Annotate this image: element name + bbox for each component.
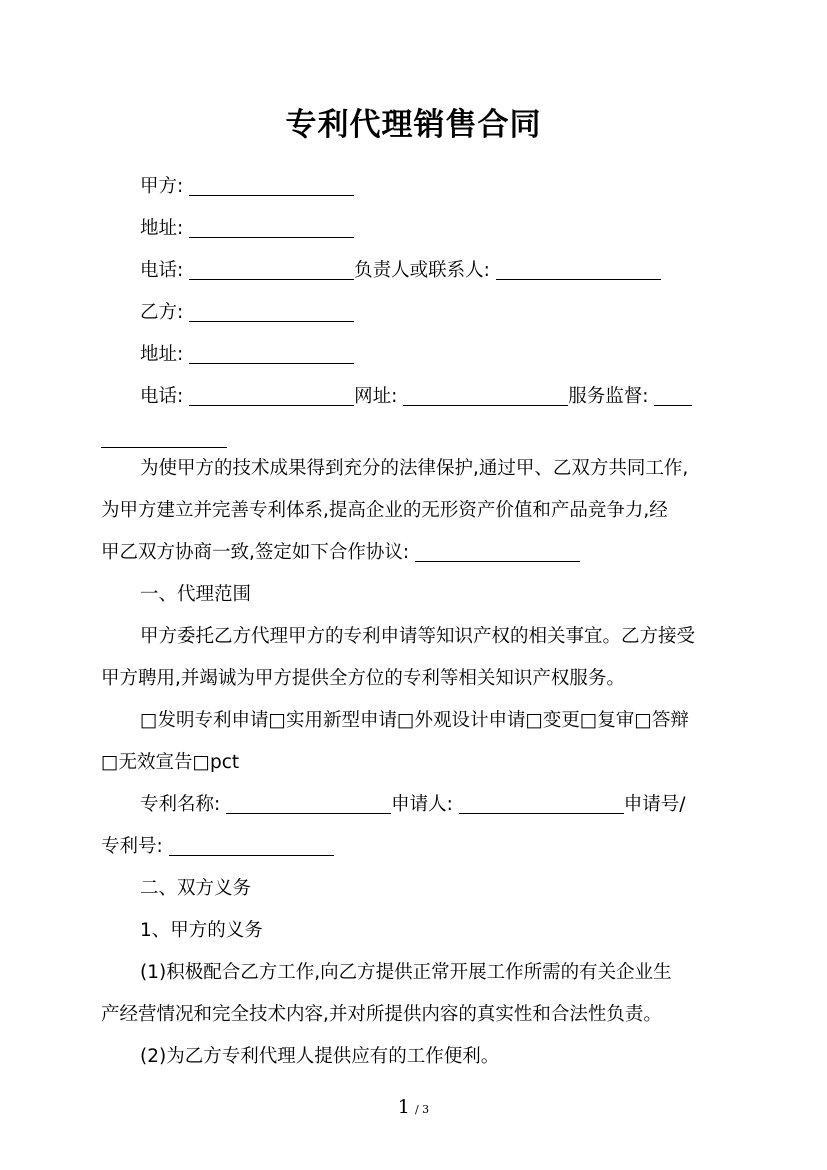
phone-row-b: [140, 384, 731, 410]
supervision-blank-end[interactable]: [101, 427, 227, 448]
party-b-label: 乙方:: [140, 302, 184, 323]
contact-blank[interactable]: [496, 259, 661, 280]
phone-label-b: 电话:: [140, 386, 184, 407]
patent-name-label: 专利名称:: [140, 794, 221, 815]
intro-line-2: 为甲方建立并完善专利体系,提高企业的无形资产价值和产品竞争力,经: [101, 500, 668, 521]
intro-line-3-row: [101, 540, 731, 566]
intro-line-3: 甲乙双方协商一致,签定如下合作协议:: [101, 542, 410, 563]
party-b-blank[interactable]: [189, 301, 354, 322]
agreement-blank[interactable]: [415, 541, 580, 562]
website-blank[interactable]: [403, 385, 568, 406]
applicant-blank[interactable]: [459, 793, 624, 814]
phone-blank-b[interactable]: [189, 385, 354, 406]
application-no-label: 申请号/: [623, 794, 686, 815]
party-a-row: [140, 174, 731, 200]
address-label-b: 地址:: [140, 344, 184, 365]
options-line-2: □无效宣告□pct: [101, 752, 240, 773]
address-row-a: [140, 216, 731, 242]
total-pages: / 3: [414, 1103, 430, 1116]
page-number: [0, 1096, 827, 1118]
party-a-blank[interactable]: [189, 175, 354, 196]
supervision-continuation-row: [101, 426, 731, 452]
section1-line-2: 甲方聘用,并竭诚为甲方提供全方位的专利等相关知识产权服务。: [101, 668, 625, 689]
phone-row-a: [140, 258, 731, 284]
document-title: 专利代理销售合同: [285, 107, 542, 143]
patent-info-row: [140, 792, 731, 818]
applicant-label: 申请人:: [391, 794, 453, 815]
supervision-label: 服务监督:: [568, 386, 649, 407]
supervision-blank-start[interactable]: [654, 385, 692, 406]
patent-name-blank[interactable]: [226, 793, 391, 814]
website-label: 网址:: [354, 386, 398, 407]
current-page: 1: [397, 1096, 410, 1118]
section1-line-1: 甲方委托乙方代理甲方的专利申请等知识产权的相关事宜。乙方接受: [140, 626, 696, 647]
phone-blank-a[interactable]: [189, 259, 354, 280]
address-label-a: 地址:: [140, 218, 184, 239]
item2-line-1: (2)为乙方专利代理人提供应有的工作便利。: [140, 1046, 500, 1067]
sub1-heading: 1、甲方的义务: [140, 920, 263, 941]
party-b-row: [140, 300, 731, 326]
intro-line-1: 为使甲方的技术成果得到充分的法律保护,通过甲、乙双方共同工作,: [140, 458, 689, 479]
phone-label-a: 电话:: [140, 260, 184, 281]
patent-no-blank[interactable]: [169, 835, 334, 856]
section1-heading: 一、代理范围: [140, 584, 252, 605]
patent-no-label: 专利号:: [101, 836, 163, 857]
address-blank-b[interactable]: [189, 343, 354, 364]
item1-line-2: 产经营情况和完全技术内容,并对所提供内容的真实性和合法性负责。: [101, 1004, 662, 1025]
contact-label: 负责人或联系人:: [354, 260, 490, 281]
patent-no-row: [101, 834, 731, 860]
address-blank-a[interactable]: [189, 217, 354, 238]
party-a-label: 甲方:: [140, 176, 184, 197]
options-line-1: □发明专利申请□实用新型申请□外观设计申请□变更□复审□答辩: [140, 710, 689, 731]
section2-heading: 二、双方义务: [140, 878, 252, 899]
item1-line-1: (1)积极配合乙方工作,向乙方提供正常开展工作所需的有关企业生: [140, 962, 672, 983]
address-row-b: [140, 342, 731, 368]
